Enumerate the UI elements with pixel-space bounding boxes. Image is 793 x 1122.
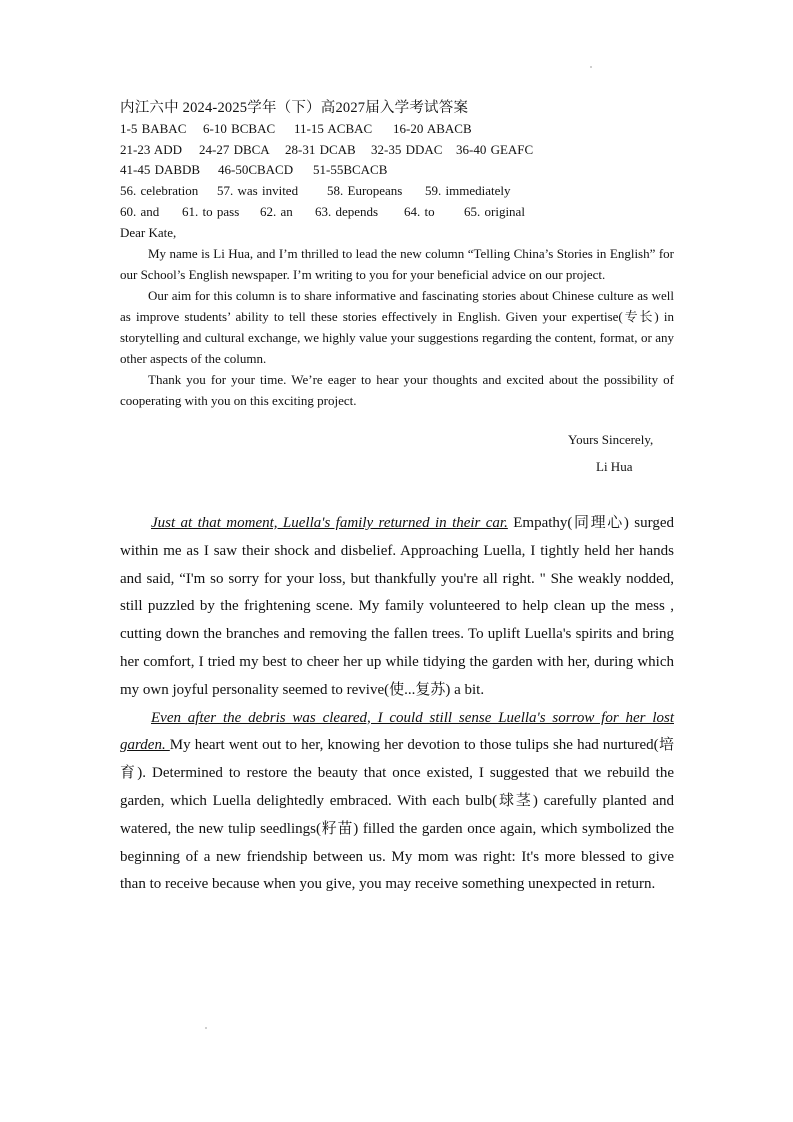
- answer-group: 21-23 ADD: [120, 142, 183, 157]
- essay-text: My heart went out to her, knowing her devotion to those tulips she had nurtured(培育). Determined to restore the beauty that once existed, I suggested that we rebuild the garden, which Luella delightedly embraced. With each bulb(球茎) carefully planted and watered, the new tulip seedlings(籽苗) filled the garden once again, which symbolized the beginning of a new friendship between us. My mom was right: It's more blessed to give than to receive because when you give, you may receive something unexpected in return.: [120, 737, 674, 893]
- letter-greeting: Dear Kate,: [120, 225, 177, 240]
- answer-group: 28-31 DCAB: [285, 142, 356, 157]
- essay-lead-sentence: Even after the debris was cleared, I could still sense Luella's sorrow for her lost garden.: [120, 709, 674, 754]
- answer-group: 56. celebration: [120, 183, 199, 198]
- scan-speck: [205, 1027, 207, 1029]
- answer-group: 65. original: [464, 204, 525, 219]
- answer-group: 57. was invited: [217, 183, 299, 198]
- essay-paragraph-1: [120, 510, 674, 705]
- answer-group: 60. and: [120, 204, 160, 219]
- letter-signature: Li Hua: [596, 459, 633, 474]
- letter-body: [120, 222, 674, 411]
- answer-group: 62. an: [260, 204, 293, 219]
- answer-group: 51-55BCACB: [313, 162, 388, 177]
- answer-group: 46-50CBACD: [218, 162, 294, 177]
- letter-paragraph: My name is Li Hua, and I’m thrilled to lead the new column “Telling China’s Stories in English” for our School’s English newspaper. I’m writing to you for your beneficial advice on our project.: [120, 246, 674, 282]
- letter-closing: Yours Sincerely,: [568, 432, 654, 447]
- letter-paragraph: Thank you for your time. We’re eager to hear your thoughts and excited about the possibility of cooperating with you on this exciting project.: [120, 372, 674, 408]
- essay-body: [120, 510, 674, 899]
- answer-line-5: [120, 204, 525, 220]
- answer-group: 32-35 DDAC: [371, 142, 443, 157]
- answer-line-1: [120, 121, 472, 137]
- answer-group: 1-5 BABAC: [120, 121, 187, 136]
- essay-paragraph-2: [120, 705, 674, 900]
- answer-group: 36-40 GEAFC: [456, 142, 534, 157]
- answer-line-2: [120, 142, 533, 158]
- answer-group: 58. Europeans: [327, 183, 403, 198]
- essay-lead-sentence: Just at that moment, Luella's family returned in their car.: [151, 515, 508, 531]
- answer-group: 59. immediately: [425, 183, 511, 198]
- answer-line-3: [120, 162, 387, 178]
- answer-group: 64. to: [404, 204, 435, 219]
- scan-speck: [590, 66, 592, 68]
- answer-line-4: [120, 183, 510, 199]
- answer-group: 61. to pass: [182, 204, 240, 219]
- answer-group: 63. depends: [315, 204, 379, 219]
- page-title: 内江六中 2024-2025学年（下）高2027届入学考试答案: [120, 100, 469, 116]
- answer-group: 41-45 DABDB: [120, 162, 201, 177]
- essay-text: Empathy(同理心) surged within me as I saw their shock and disbelief. Approaching Luella, I tightly held her hands and said, “I'm so sorry for your loss, but thankfully you're all right. " She weakly nodded, still puzzled by the frightening scene. My family volunteered to help clean up the mess , cutting down the branches and removing the fallen trees. To uplift Luella's spirits and bring her comfort, I tried my best to cheer her up while tidying the garden with her, during which my own joyful personality seemed to revive(使...复苏) a bit.: [120, 515, 674, 698]
- letter-paragraph: Our aim for this column is to share informative and fascinating stories about Chinese culture as well as improve students’ ability to tell these stories effectively in English. Given your expertise(专长) in storytelling and cultural exchange, we highly value your suggestions regarding the content, format, or any other aspects of the column.: [120, 288, 674, 366]
- answer-group: 24-27 DBCA: [199, 142, 270, 157]
- answer-group: 16-20 ABACB: [393, 121, 472, 136]
- answer-group: 6-10 BCBAC: [203, 121, 276, 136]
- answer-group: 11-15 ACBAC: [294, 121, 373, 136]
